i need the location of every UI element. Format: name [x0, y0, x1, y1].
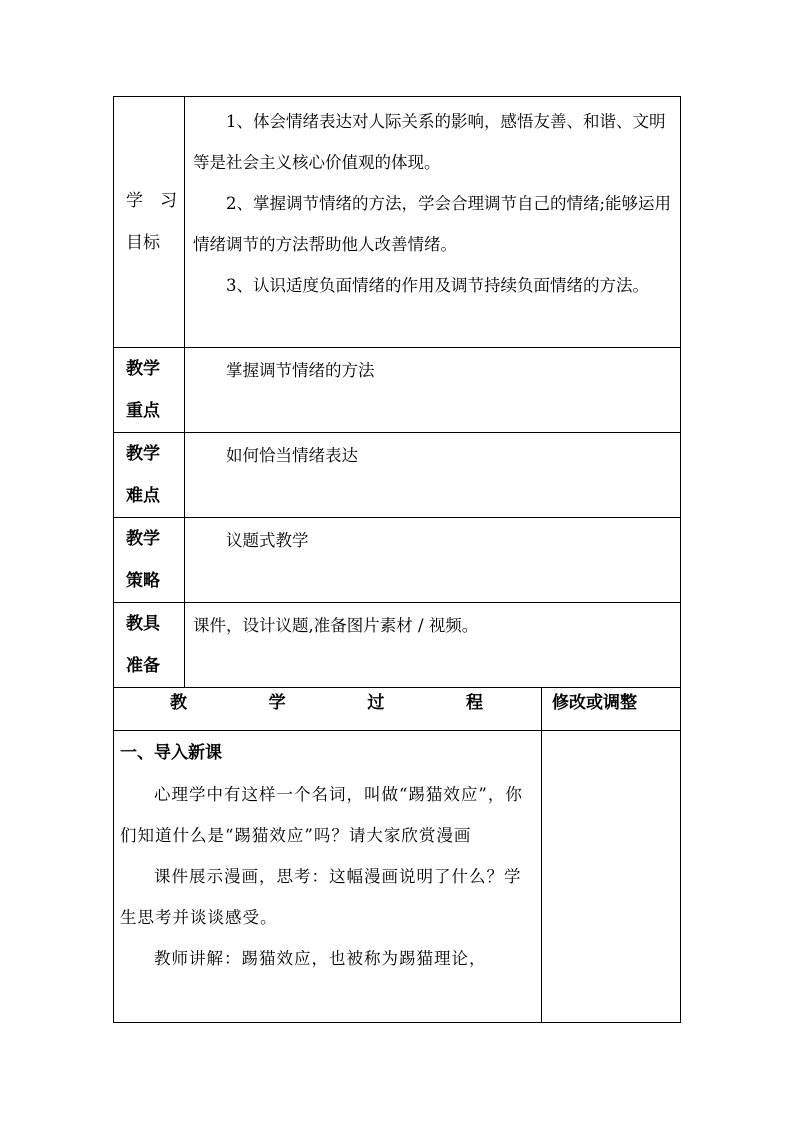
objective-item: 3、认识适度负面情绪的作用及调节持续负面情绪的方法。 — [226, 276, 649, 295]
materials-label — [114, 603, 185, 688]
materials-label-line1: 教具 — [126, 614, 160, 634]
strategy-row — [114, 518, 681, 603]
materials-text: 课件，设计议题,准备图片素材 / 视频。 — [193, 616, 479, 635]
objectives-label-line1: 学 习 — [126, 191, 177, 211]
objective-item: 1、体会情绪表达对人际关系的影响，感悟友善、和谐、文明等是社会主义核心价值观的体现。 — [193, 112, 666, 172]
objectives-label — [114, 97, 185, 348]
difficulty-label — [114, 433, 185, 518]
process-header-char: 过 — [367, 693, 385, 713]
strategy-text: 议题式教学 — [226, 531, 309, 550]
adjust-content — [542, 731, 681, 1023]
strategy-label-line2: 策略 — [126, 571, 160, 591]
process-header-char: 学 — [268, 693, 286, 713]
lesson-plan-table — [113, 96, 681, 1023]
process-body-row — [114, 731, 681, 1023]
objectives-content — [185, 97, 681, 348]
strategy-label — [114, 518, 185, 603]
objectives-row — [114, 97, 681, 348]
materials-label-line2: 准备 — [126, 656, 160, 676]
difficulty-content — [185, 433, 681, 518]
process-paragraph: 课件展示漫画，思考：这幅漫画说明了什么？学生思考并谈谈感受。 — [120, 867, 522, 927]
process-paragraph: 教师讲解：踢猫效应，也被称为踢猫理论， — [154, 949, 487, 968]
process-header-char: 教 — [170, 693, 187, 713]
process-header — [114, 688, 542, 731]
objectives-label-line2: 目标 — [126, 233, 160, 253]
materials-row — [114, 603, 681, 688]
key-point-row — [114, 348, 681, 433]
materials-content — [185, 603, 681, 688]
difficulty-text: 如何恰当情绪表达 — [226, 446, 358, 465]
strategy-label-line1: 教学 — [126, 529, 160, 549]
section-title: 一、导入新课 — [120, 743, 222, 763]
key-point-label-line1: 教学 — [126, 359, 160, 379]
strategy-content — [185, 518, 681, 603]
difficulty-label-line1: 教学 — [126, 444, 160, 464]
difficulty-row — [114, 433, 681, 518]
process-header-row — [114, 688, 681, 731]
difficulty-label-line2: 难点 — [126, 486, 160, 506]
adjust-header: 修改或调整 — [542, 688, 681, 731]
process-content — [114, 731, 542, 1023]
process-header-char: 程 — [465, 693, 483, 713]
key-point-text: 掌握调节情绪的方法 — [226, 361, 375, 380]
process-paragraph: 心理学中有这样一个名词，叫做“踢猫效应”，你们知道什么是“踢猫效应”吗？请大家欣赏漫画 — [120, 785, 523, 845]
key-point-content — [185, 348, 681, 433]
key-point-label — [114, 348, 185, 433]
key-point-label-line2: 重点 — [126, 401, 160, 421]
objective-item: 2、掌握调节情绪的方法，学会合理调节自己的情绪;能够运用情绪调节的方法帮助他人改善情绪。 — [193, 194, 672, 254]
